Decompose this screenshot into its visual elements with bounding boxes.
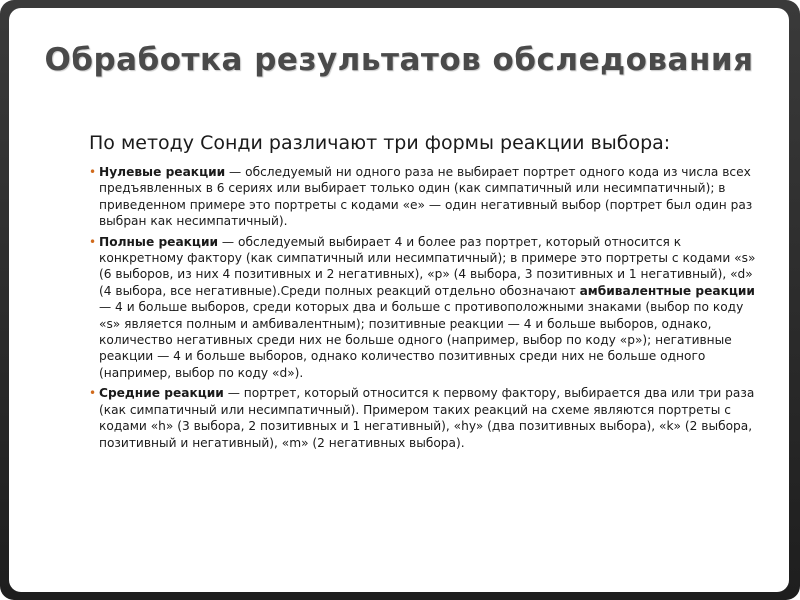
term-full-reactions: Полные реакции bbox=[99, 234, 219, 249]
list-item-full-reactions bbox=[89, 234, 761, 382]
term-medium-reactions: Средние реакции bbox=[99, 386, 224, 401]
slide-content bbox=[89, 130, 761, 455]
bullet-icon: • bbox=[89, 234, 97, 249]
list-item-medium-reactions bbox=[89, 385, 761, 451]
bullet-icon: • bbox=[89, 165, 97, 179]
slide-title: Обработка результатов обследования bbox=[44, 42, 754, 78]
desc-zero-reactions: — обследуемый ни одного раза не выбирает портрет одного кода из числа всех предъявленных в 6 сериях или выбирает только один (как симпатичный или несимпатичный); в приведенном примере это портреты с кодами «e» — один негативный выбор (портрет был один раз выбран как несимпатичный). bbox=[99, 165, 753, 229]
lead-text: По методу Сонди различают три формы реакции выбора: bbox=[89, 132, 671, 154]
slide bbox=[9, 8, 789, 592]
term-zero-reactions: Нулевые реакции bbox=[99, 165, 226, 179]
term-ambivalent-reactions: амбивалентные реакции bbox=[579, 283, 755, 298]
list-item-zero-reactions bbox=[89, 164, 761, 230]
desc-full-reactions: — обследуемый выбирает 4 и более раз портрет, который относится к конкретному фактору (как симпатичный или несимпатичный); в примере это портреты с кодами «s» (6 выборов, из них 4 позитивных и 2 негативных), «p» (4 выбора, 3 позитивных и 1 негативный), «d» (4 выбора, все негативные).Среди полных реакций отдельно обозначают bbox=[99, 234, 756, 298]
desc-medium-reactions: — портрет, который относится к первому фактору, выбирается два или три раза (как симпатичный или несимпатичный). Примером таких реакций на схеме являются портреты с кодами «h» (3 выбора, 2 позитивных и 1 негативный), «hy» (два позитивных выбора), «k» (2 выбора, позитивный и негативный), «m» (2 негативных выбора). bbox=[99, 386, 755, 450]
desc-ambivalent-reactions: — 4 и больше выборов, среди которых два и больше с противоположными знаками (выбор по коду «s» является полным и амбивалентным); позитивные реакции — 4 и больше выборов, однако, количество негативных среди них не больше одного (например, выбор по коду «p»); негативные реакции — 4 и больше выборов, однако количество позитивных среди них не больше одного (например, выбор по коду «d»). bbox=[99, 300, 744, 380]
bullet-icon: • bbox=[89, 386, 97, 401]
